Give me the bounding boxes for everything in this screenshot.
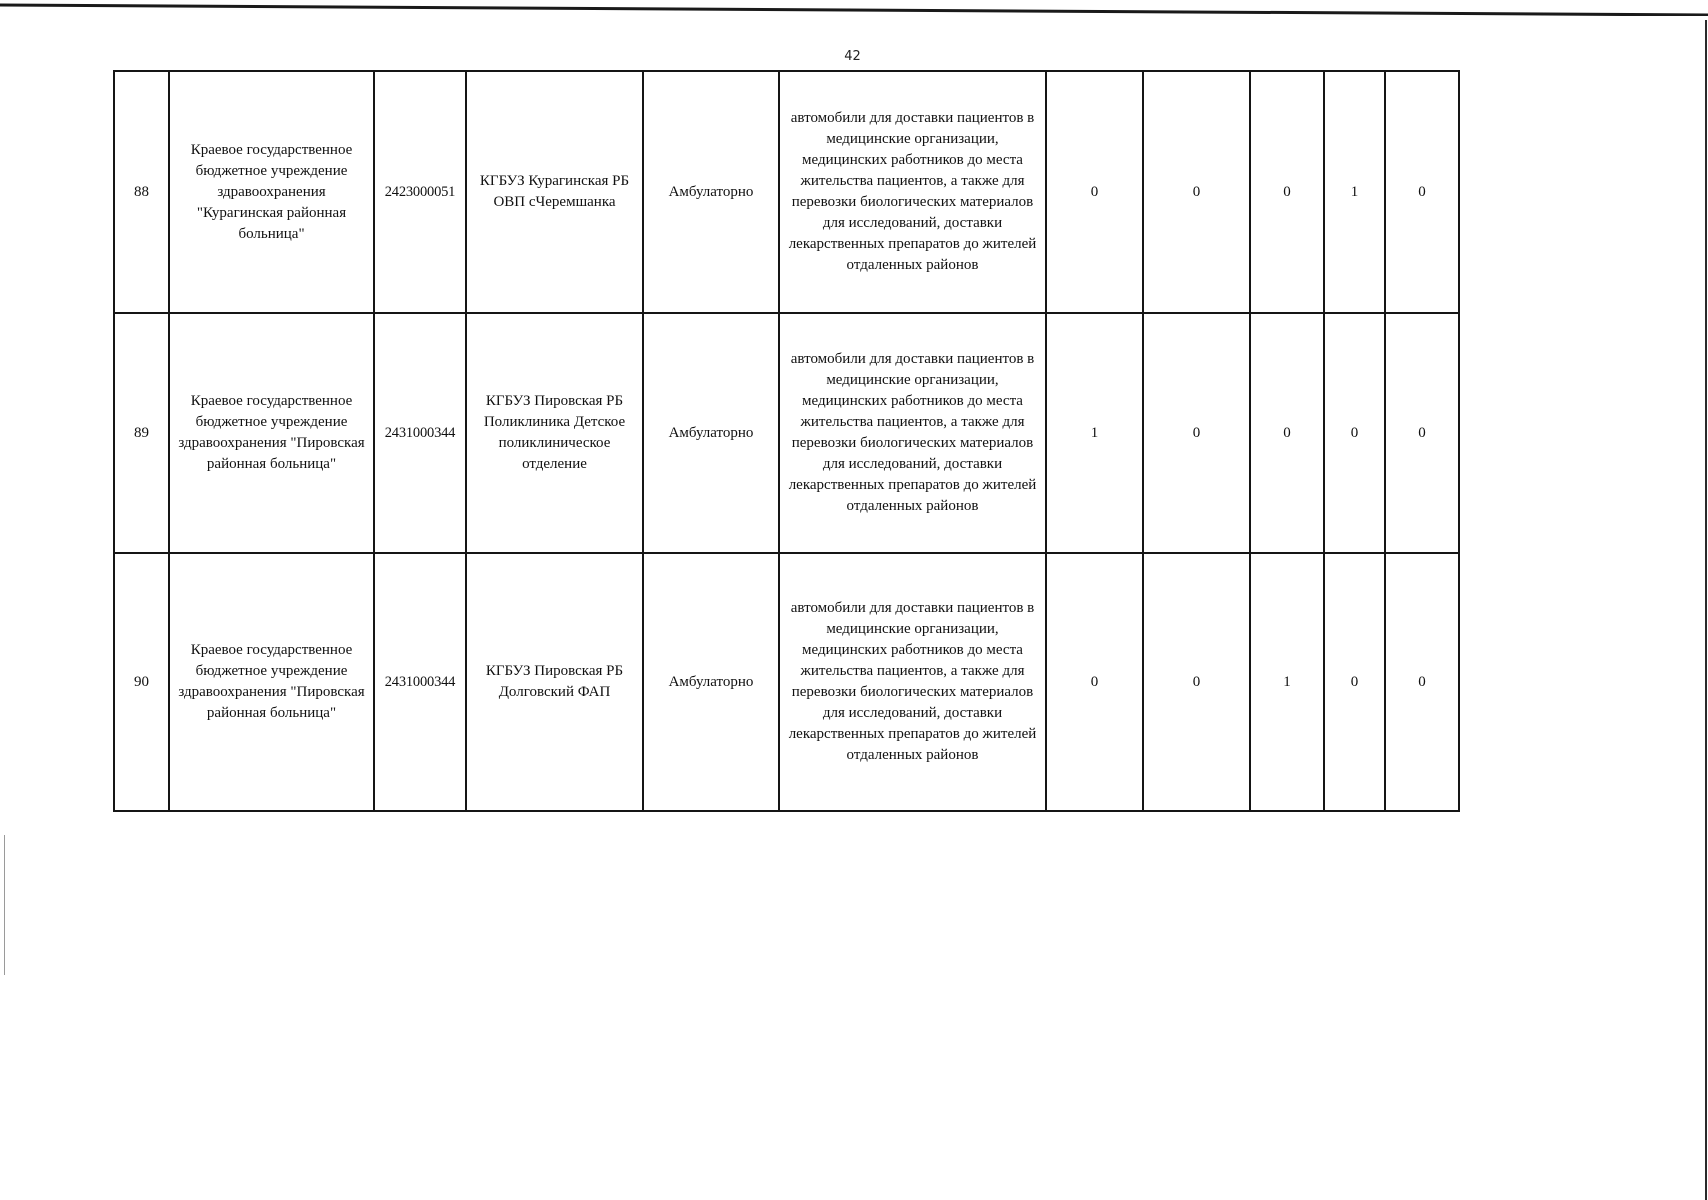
organization-name: Краевое государственное бюджетное учреждение здравоохранения "Пировская районная больница" (169, 313, 374, 553)
value-cell: 1 (1250, 553, 1324, 811)
page-number: 42 (844, 49, 861, 64)
care-type: Амбулаторно (643, 553, 779, 811)
vehicle-purpose: автомобили для доставки пациентов в медицинские организации, медицинских работников до места жительства пациентов, а также для перевозки биологических материалов для исследований, доставки лекарственных препаратов до жителей отдаленных районов (779, 553, 1046, 811)
organization-name: Краевое государственное бюджетное учреждение здравоохранения "Пировская районная больница" (169, 553, 374, 811)
unit-name: КГБУЗ Пировская РБ Поликлиника Детское поликлиническое отделение (466, 313, 643, 553)
value-cell: 0 (1385, 553, 1459, 811)
value-cell: 0 (1324, 553, 1385, 811)
organization-code: 2431000344 (374, 553, 466, 811)
value-cell: 0 (1046, 553, 1143, 811)
scan-edge-shadow (1700, 0, 1708, 1200)
value-cell: 0 (1250, 71, 1324, 313)
value-cell: 0 (1250, 313, 1324, 553)
row-number: 88 (114, 71, 169, 313)
scan-margin-mark (4, 835, 5, 975)
value-cell: 1 (1324, 71, 1385, 313)
unit-name: КГБУЗ Пировская РБ Долговский ФАП (466, 553, 643, 811)
table-row (114, 71, 1459, 313)
value-cell: 0 (1324, 313, 1385, 553)
care-type: Амбулаторно (643, 313, 779, 553)
table-row (114, 313, 1459, 553)
organization-code: 2431000344 (374, 313, 466, 553)
vehicle-purpose: автомобили для доставки пациентов в медицинские организации, медицинских работников до места жительства пациентов, а также для перевозки биологических материалов для исследований, доставки лекарственных препаратов до жителей отдаленных районов (779, 71, 1046, 313)
unit-name: КГБУЗ Курагинская РБ ОВП сЧеремшанка (466, 71, 643, 313)
value-cell: 0 (1385, 313, 1459, 553)
vehicle-purpose: автомобили для доставки пациентов в медицинские организации, медицинских работников до места жительства пациентов, а также для перевозки биологических материалов для исследований, доставки лекарственных препаратов до жителей отдаленных районов (779, 313, 1046, 553)
scan-edge-line (0, 0, 1708, 16)
organization-name: Краевое государственное бюджетное учреждение здравоохранения "Курагинская районная больница" (169, 71, 374, 313)
row-number: 89 (114, 313, 169, 553)
row-number: 90 (114, 553, 169, 811)
value-cell: 1 (1046, 313, 1143, 553)
value-cell: 0 (1385, 71, 1459, 313)
organization-code: 2423000051 (374, 71, 466, 313)
value-cell: 0 (1143, 71, 1250, 313)
care-type: Амбулаторно (643, 71, 779, 313)
table-row (114, 553, 1459, 811)
value-cell: 0 (1046, 71, 1143, 313)
value-cell: 0 (1143, 553, 1250, 811)
value-cell: 0 (1143, 313, 1250, 553)
records-table (113, 70, 1460, 812)
